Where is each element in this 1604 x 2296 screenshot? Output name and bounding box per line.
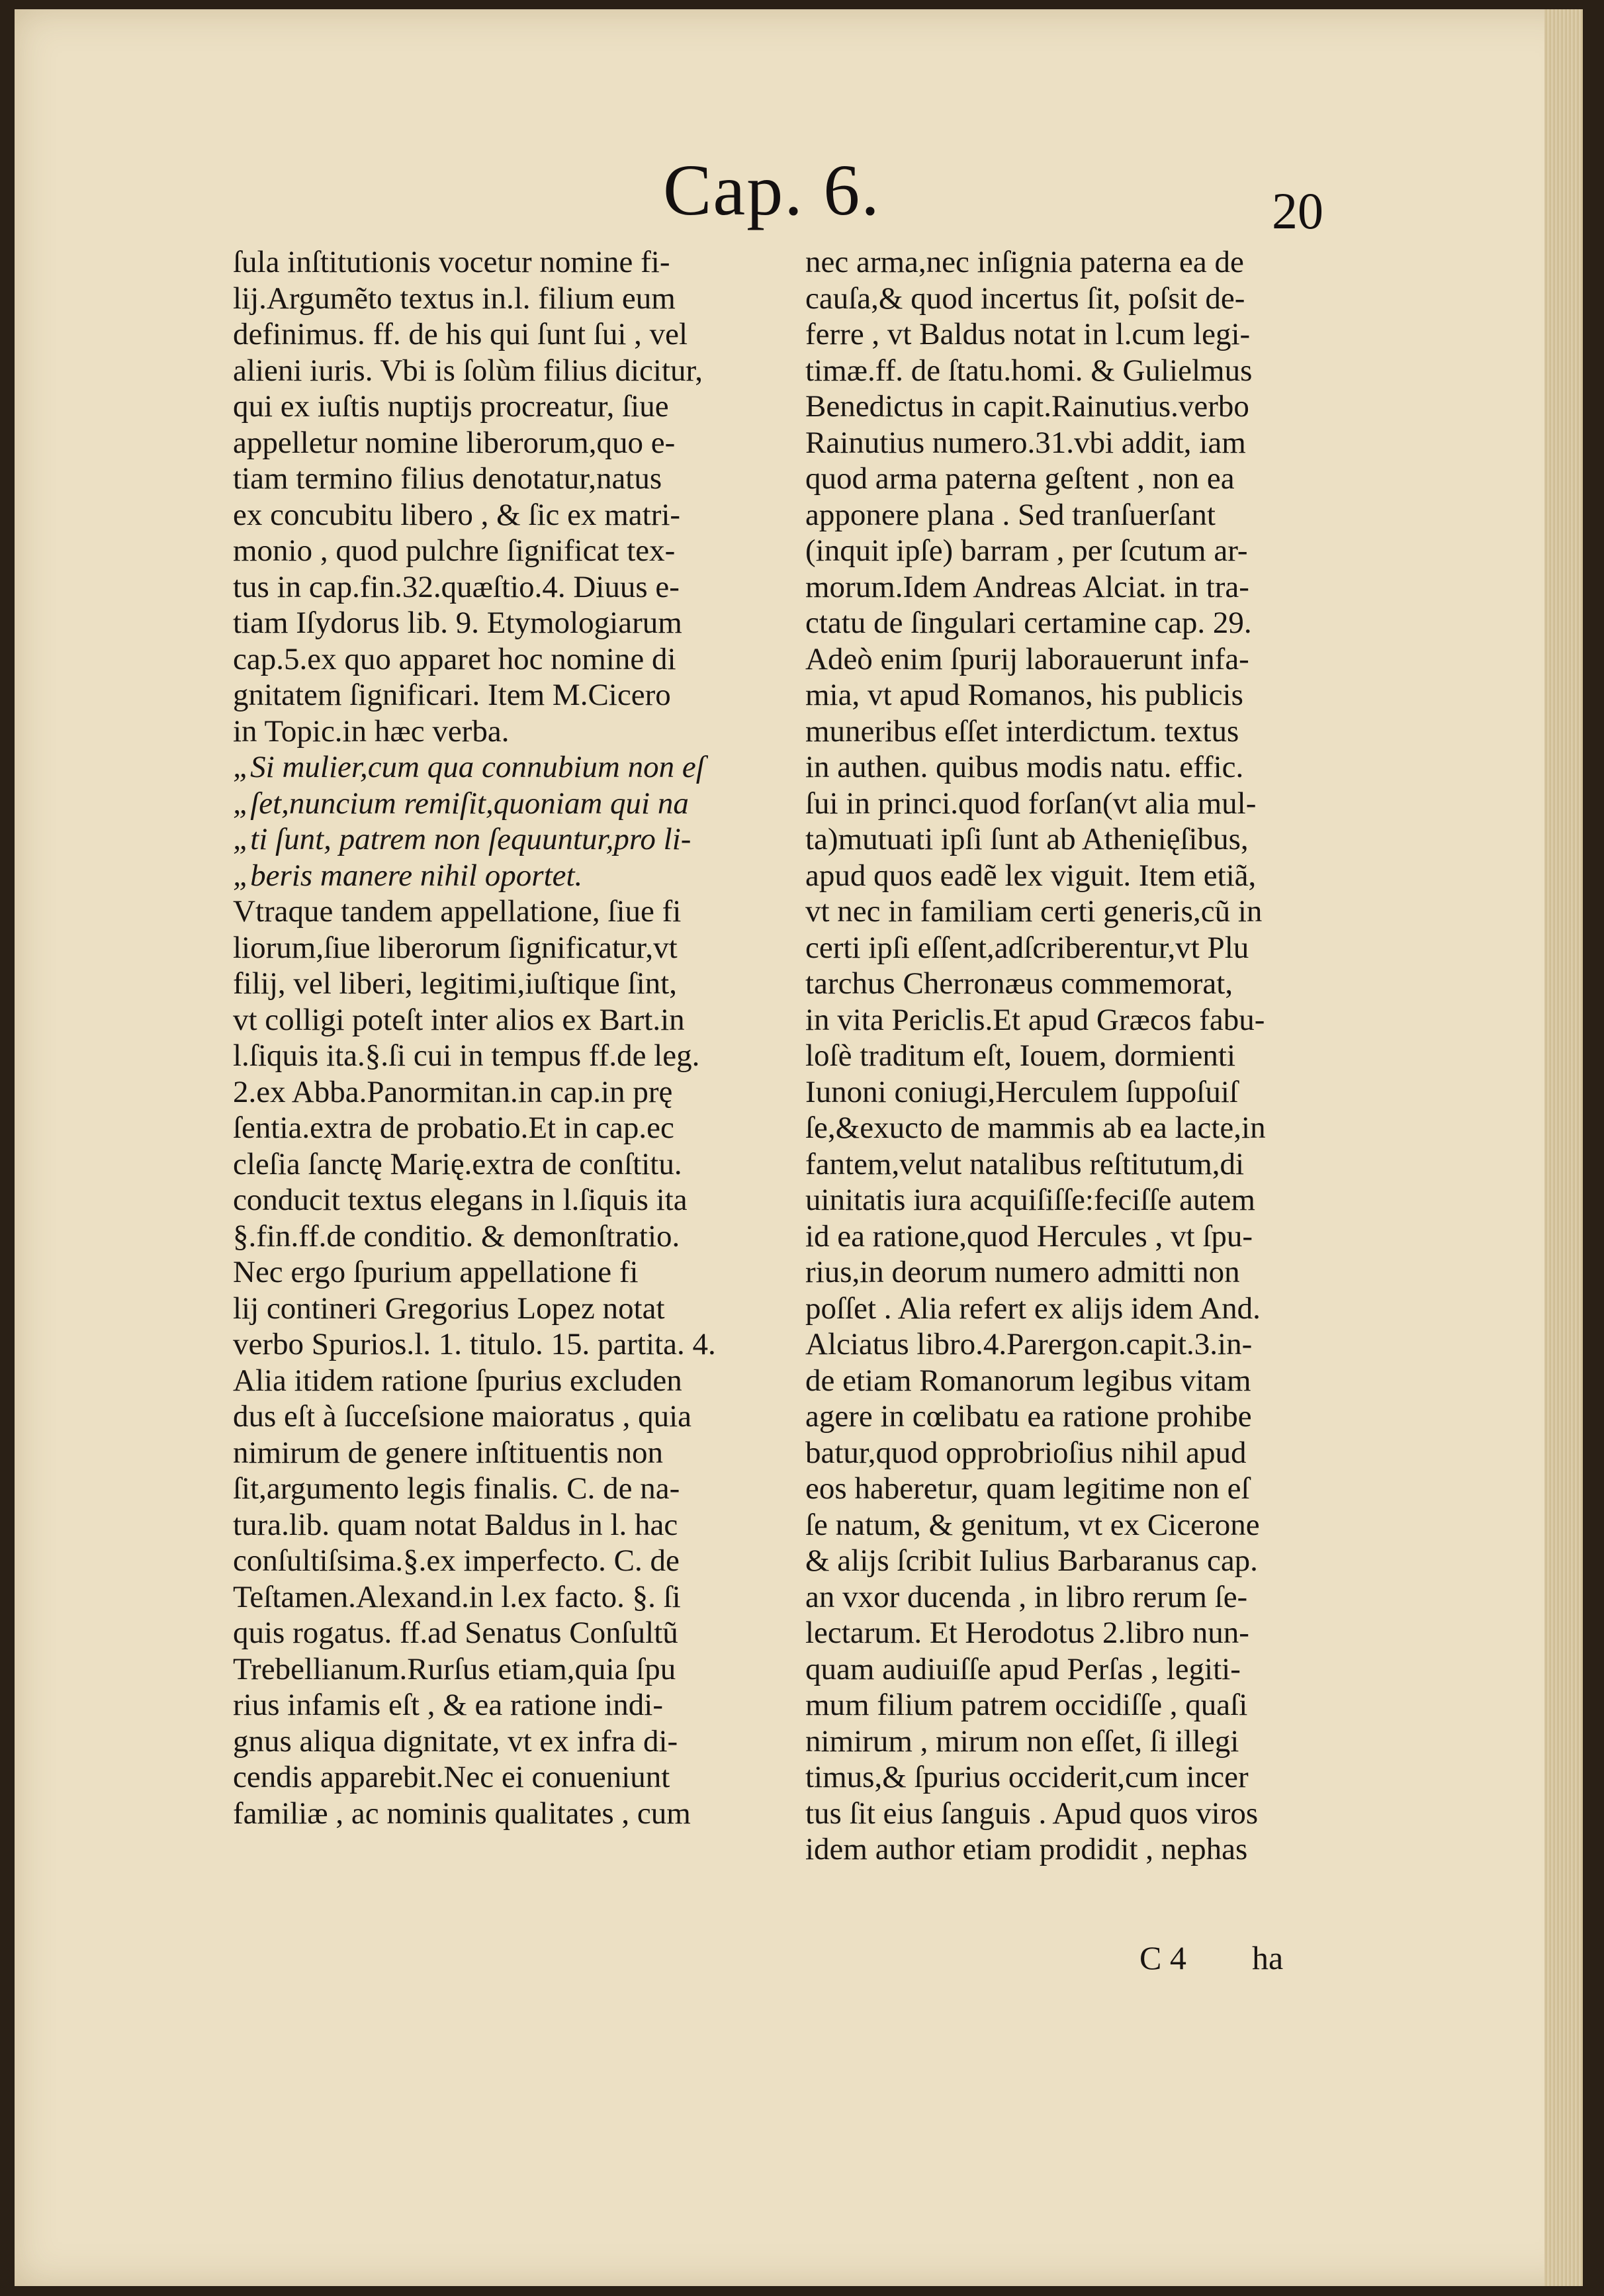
text-line: morum.Idem Andreas Alciat. in tra- bbox=[805, 569, 1249, 604]
text-line: agere in cœlibatu ea ratione prohibe bbox=[805, 1399, 1252, 1434]
running-head: Cap. 6. bbox=[663, 150, 881, 230]
text-line: Rainutius numero.31.vbi addit, iam bbox=[805, 425, 1246, 460]
page-edge bbox=[1544, 9, 1583, 2286]
text-line: lectarum. Et Herodotus 2.libro nun- bbox=[805, 1616, 1249, 1650]
text-line: loſè traditum eſt, Iouem, dormienti bbox=[805, 1038, 1236, 1073]
text-line: rius infamis eſt , & ea ratione indi- bbox=[233, 1688, 663, 1722]
text-line: vt colligi poteſt inter alios ex Bart.in bbox=[233, 1002, 685, 1037]
text-line: nimirum , mirum non eſſet, ſi illegi bbox=[805, 1723, 1239, 1759]
text-line: filij, vel liberi, legitimi,iuſtique ſint, bbox=[233, 966, 677, 1001]
text-line: ex concubitu libero , & ſic ex matri- bbox=[233, 497, 681, 532]
text-line: tura.lib. quam notat Baldus in l. hac bbox=[233, 1507, 678, 1542]
text-line: „ti ſunt, patrem non ſequuntur,pro li- bbox=[233, 822, 691, 856]
text-line: familiæ , ac nominis qualitates , cum bbox=[233, 1796, 691, 1831]
text-line: verbo Spurios.l. 1. titulo. 15. partita. 4. bbox=[233, 1327, 716, 1361]
text-line: tus ſit eius ſanguis . Apud quos viros bbox=[805, 1796, 1259, 1831]
text-line: Vtraque tandem appellatione, ſiue fi bbox=[233, 894, 682, 929]
text-line: appelletur nomine liberorum,quo e- bbox=[233, 425, 676, 460]
text-line: idem author etiam prodidit , nephas bbox=[805, 1832, 1248, 1866]
text-line: Alia itidem ratione ſpurius excluden bbox=[233, 1363, 682, 1398]
text-line: alieni iuris. Vbi is ſolùm filius dicitur, bbox=[233, 353, 703, 388]
text-line: liorum,ſiue liberorum ſignificatur,vt bbox=[233, 930, 678, 965]
text-line: vt nec in familiam certi generis,cũ in bbox=[805, 894, 1263, 929]
catchword: ha bbox=[1252, 1939, 1284, 1976]
text-line: timus,& ſpurius occiderit,cum incer bbox=[805, 1760, 1249, 1794]
text-line: tarchus Cherronæus commemorat, bbox=[805, 966, 1233, 1001]
signature-mark: C 4 bbox=[1139, 1939, 1186, 1976]
text-line: mia, vt apud Romanos, his publicis bbox=[805, 678, 1243, 712]
text-line: conſultiſsima.§.ex imperfecto. C. de bbox=[233, 1543, 680, 1578]
book-page bbox=[15, 9, 1583, 2286]
text-line: in authen. quibus modis natu. effic. bbox=[805, 750, 1244, 784]
text-line: nimirum de genere inſtituentis non bbox=[233, 1435, 664, 1470]
text-line: „beris manere nihil oportet. bbox=[233, 858, 583, 893]
text-line: cendis apparebit.Nec ei conueniunt bbox=[233, 1760, 670, 1794]
left-column bbox=[233, 244, 785, 1831]
text-line: 2.ex Abba.Panormitan.in cap.in prę bbox=[233, 1074, 673, 1109]
text-line: lij contineri Gregorius Lopez notat bbox=[233, 1291, 665, 1326]
text-line: apponere plana . Sed tranſuerſant bbox=[805, 497, 1216, 532]
text-line: mum filium patrem occidiſſe , quaſi bbox=[805, 1688, 1248, 1722]
text-line: nec arma,nec inſignia paterna ea de bbox=[805, 245, 1244, 279]
text-line: l.ſiquis ita.§.ſi cui in tempus ff.de leg. bbox=[233, 1038, 700, 1073]
text-line: rius,in deorum numero admitti non bbox=[805, 1255, 1240, 1289]
text-line: Adeò enim ſpurij laborauerunt infa- bbox=[805, 641, 1249, 676]
text-line: „ſet,nuncium remiſit,quoniam qui na bbox=[233, 786, 689, 821]
right-column bbox=[805, 244, 1345, 1868]
text-line: (inquit ipſe) barram , per ſcutum ar- bbox=[805, 533, 1248, 568]
text-line: poſſet . Alia refert ex alijs idem And. bbox=[805, 1291, 1261, 1326]
text-line: gnus aliqua dignitate, vt ex infra di- bbox=[233, 1723, 678, 1759]
text-line: & alijs ſcribit Iulius Barbaranus cap. bbox=[805, 1543, 1258, 1578]
text-line: cap.5.ex quo apparet hoc nomine di bbox=[233, 641, 676, 676]
text-line: in vita Periclis.Et apud Græcos fabu- bbox=[805, 1002, 1265, 1037]
page-number: 20 bbox=[1272, 182, 1323, 240]
text-line: lij.Argumẽto textus in.l. filium eum bbox=[233, 281, 676, 316]
text-line: ſentia.extra de probatio.Et in cap.ec bbox=[233, 1111, 674, 1145]
text-line: de etiam Romanorum legibus vitam bbox=[805, 1363, 1251, 1398]
text-line: §.fin.ff.de conditio. & demonſtratio. bbox=[233, 1218, 680, 1254]
text-line: quam audiuiſſe apud Perſas , legiti- bbox=[805, 1651, 1241, 1686]
text-line: ſe natum, & genitum, vt ex Cicerone bbox=[805, 1507, 1260, 1542]
text-line: certi ipſi eſſent,adſcriberentur,vt Plu bbox=[805, 930, 1249, 965]
text-line: monio , quod pulchre ſignificat tex- bbox=[233, 533, 676, 568]
text-line: timæ.ff. de ſtatu.homi. & Gulielmus bbox=[805, 353, 1253, 388]
text-line: muneribus eſſet interdictum. textus bbox=[805, 713, 1239, 749]
text-line: cleſia ſanctę Marię.extra de conſtitu. bbox=[233, 1146, 682, 1181]
text-line: an vxor ducenda , in libro rerum ſe- bbox=[805, 1579, 1248, 1614]
text-line: definimus. ff. de his qui ſunt ſui , vel bbox=[233, 317, 688, 351]
text-line: quod arma paterna geſtent , non ea bbox=[805, 461, 1235, 496]
text-line: quis rogatus. ff.ad Senatus Conſultũ bbox=[233, 1616, 678, 1650]
text-line: ta)mutuati ipſi ſunt ab Athenięſibus, bbox=[805, 822, 1249, 856]
text-line: „Si mulier,cum qua connubium non eſ bbox=[233, 750, 705, 784]
text-line: id ea ratione,quod Hercules , vt ſpu- bbox=[805, 1218, 1253, 1254]
text-line: ſula inſtitutionis vocetur nomine fi- bbox=[233, 245, 670, 279]
text-line: dus eſt à ſucceſsione maioratus , quia bbox=[233, 1399, 692, 1434]
text-line: tus in cap.fin.32.quæſtio.4. Diuus e- bbox=[233, 569, 680, 604]
text-line: Benedictus in capit.Rainutius.verbo bbox=[805, 389, 1249, 424]
text-line: batur,quod opprobrioſius nihil apud bbox=[805, 1435, 1247, 1470]
text-line: apud quos eadẽ lex viguit. Item etiã, bbox=[805, 858, 1257, 893]
text-line: ferre , vt Baldus notat in l.cum legi- bbox=[805, 317, 1251, 351]
text-line: Iunoni coniugi,Herculem ſuppoſuiſ bbox=[805, 1074, 1238, 1109]
text-line: ſit,argumento legis finalis. C. de na- bbox=[233, 1471, 680, 1506]
text-line: ctatu de ſingulari certamine cap. 29. bbox=[805, 606, 1252, 640]
text-line: Trebellianum.Rurſus etiam,quia ſpu bbox=[233, 1651, 676, 1686]
text-line: ſe,&exucto de mammis ab ea lacte,in bbox=[805, 1111, 1266, 1145]
text-line: Nec ergo ſpurium appellatione fi bbox=[233, 1255, 639, 1289]
text-line: uinitatis iura acquiſiſſe:feciſſe autem bbox=[805, 1183, 1255, 1217]
text-line: conducit textus elegans in l.ſiquis ita bbox=[233, 1183, 688, 1217]
text-line: Alciatus libro.4.Parergon.capit.3.in- bbox=[805, 1327, 1253, 1361]
text-line: eos haberetur, quam legitime non eſ bbox=[805, 1471, 1250, 1506]
text-line: tiam termino filius denotatur,natus bbox=[233, 461, 662, 496]
text-line: tiam Iſydorus lib. 9. Etymologiarum bbox=[233, 606, 682, 640]
text-line: gnitatem ſignificari. Item M.Cicero bbox=[233, 678, 671, 712]
text-line: cauſa,& quod incertus ſit, poſsit de- bbox=[805, 281, 1245, 316]
text-line: ſui in princi.quod forſan(vt alia mul- bbox=[805, 786, 1257, 821]
text-line: Teſtamen.Alexand.in l.ex facto. §. ſi bbox=[233, 1579, 681, 1614]
text-line: qui ex iuſtis nuptijs procreatur, ſiue bbox=[233, 389, 669, 424]
text-line: fantem,velut natalibus reſtitutum,di bbox=[805, 1146, 1245, 1181]
text-line: in Topic.in hæc verba. bbox=[233, 713, 510, 749]
